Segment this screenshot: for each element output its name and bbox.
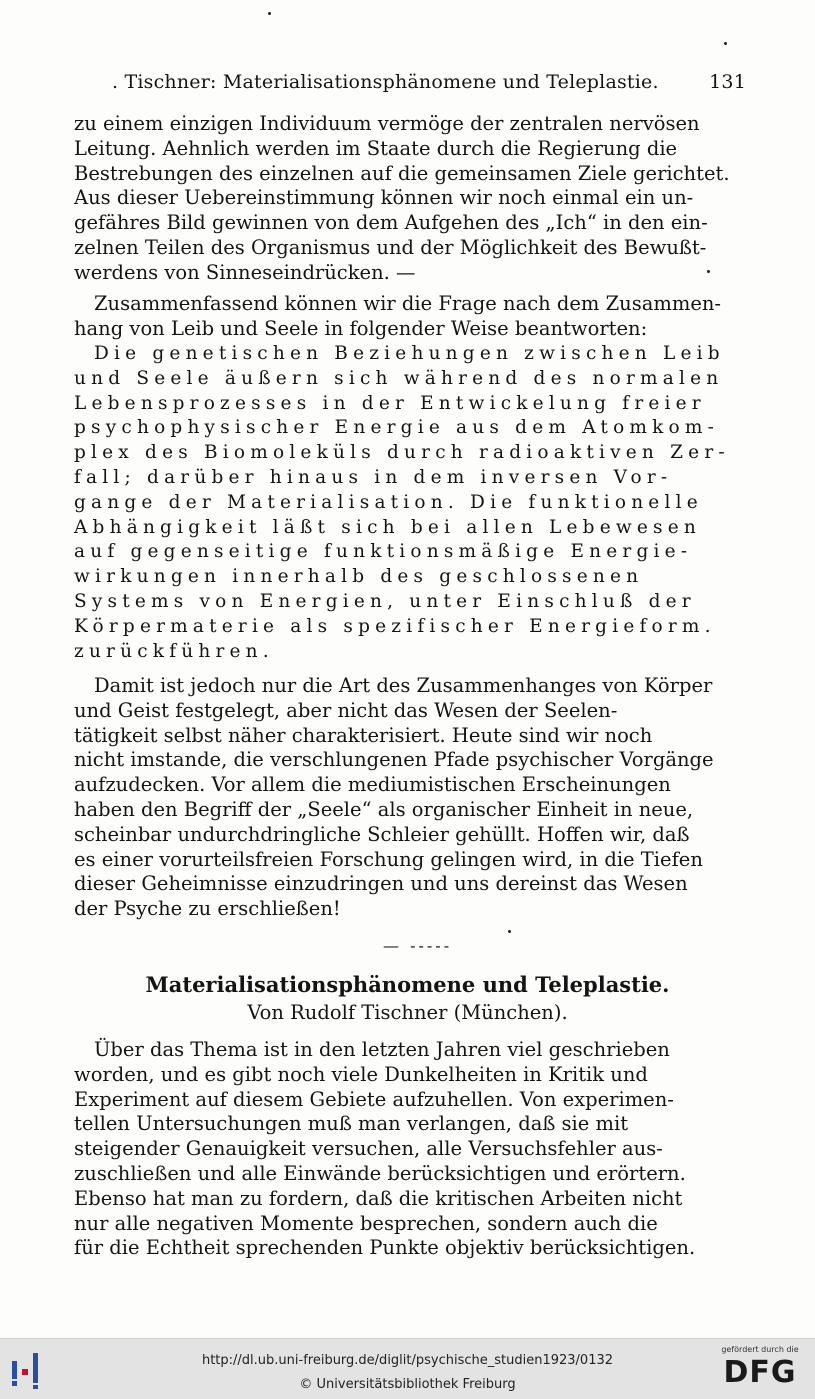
paragraph-1 — [74, 112, 754, 286]
permalink-url[interactable]: http://dl.ub.uni-freiburg.de/diglit/psychische_studien1923/0132 — [201, 1353, 614, 1368]
text-line: tätigkeit selbst näher charakterisiert. Heute sind wir noch — [74, 723, 653, 747]
paragraph-4 — [74, 674, 754, 922]
running-head-title: . Tischner: Materialisationsphänomene und Teleplastie. — [112, 71, 659, 93]
text-line: zuschließen und alle Einwände berücksichtigen und erörtern. — [74, 1161, 686, 1185]
text-line: worden, und es gibt noch viele Dunkelheiten in Kritik und — [74, 1062, 648, 1086]
scan-speck — [508, 930, 511, 933]
page-number: 131 — [709, 71, 746, 93]
text-line: Damit ist jedoch nur die Art des Zusammenhanges von Körper — [94, 674, 713, 697]
text-line: der Psyche zu erschließen! — [74, 897, 341, 921]
text-line: fall; darüber hinaus in dem inversen Vor- — [74, 466, 673, 488]
article-byline: Von Rudolf Tischner (München). — [247, 1001, 568, 1024]
text-line: tellen Untersuchungen muß man verlangen, daß sie mit — [74, 1112, 629, 1136]
text-line: zu einem einzigen Individuum vermöge der zentralen nervösen — [74, 112, 700, 135]
paragraph-2 — [74, 292, 754, 342]
text-line: werdens von Sinneseindrücken. — — [74, 260, 416, 284]
text-line: Die genetischen Beziehungen zwischen Leib — [94, 343, 725, 364]
text-line: Aus dieser Uebereinstimmung können wir noch einmal ein un- — [74, 186, 694, 210]
text-line: Abhängigkeit läßt sich bei allen Lebewesen — [74, 516, 701, 538]
text-line: es einer vorurteilsfreien Forschung gelingen wird, in die Tiefen — [74, 847, 703, 871]
text-line: Lebensprozesses in der Entwickelung freier — [74, 392, 706, 414]
viewer-footer — [0, 1338, 815, 1399]
text-line: gefähres Bild gewinnen von dem Aufgehen des „Ich“ in den ein- — [74, 211, 708, 235]
text-line: aufzudecken. Vor allem die mediumistischen Erscheinungen — [74, 773, 671, 797]
text-line: auf gegenseitige funktionsmäßige Energie- — [74, 541, 693, 563]
text-line: haben den Begriff der „Seele“ als organischer Einheit in neue, — [74, 797, 694, 821]
dfg-logo[interactable] — [715, 1345, 805, 1395]
text-line: nur alle negativen Momente besprechen, sondern auch die — [74, 1211, 658, 1235]
text-line: für die Echtheit sprechenden Punkte objektiv berücksichtigen. — [74, 1236, 696, 1260]
text-line: Ebenso hat man zu fordern, daß die kritischen Arbeiten nicht — [74, 1186, 683, 1210]
text-line: steigender Genauigkeit versuchen, alle Versuchsfehler aus- — [74, 1137, 663, 1161]
text-line: Körpermaterie als spezifischer Energieform. — [74, 615, 716, 637]
text-line: Leitung. Aehnlich werden im Staate durch die Regierung die — [74, 136, 678, 160]
text-line: zurückführen. — [74, 640, 274, 662]
text-line: Bestrebungen des einzelnen auf die gemeinsamen Ziele gerichtet. — [74, 161, 730, 185]
dfg-wordmark: DFG — [723, 1355, 797, 1390]
copyright-notice: © Universitätsbibliothek Freiburg — [299, 1377, 516, 1392]
text-line: Zusammenfassend können wir die Frage nach dem Zusammen- — [94, 292, 722, 315]
text-line: und Geist festgelegt, aber nicht das Wesen der Seelen- — [74, 698, 618, 722]
text-line: Experiment auf diesem Gebiete aufzuhellen. Von experimen- — [74, 1087, 674, 1111]
text-line: Systems von Energien, unter Einschluß der — [74, 590, 696, 612]
section-separator: — ----- — [383, 936, 453, 955]
article-body — [74, 1038, 754, 1261]
text-line: psychophysischer Energie aus dem Atomkom- — [74, 417, 720, 439]
text-line: nicht imstande, die verschlungenen Pfade psychischer Vorgänge — [74, 748, 714, 772]
text-line: scheinbar undurchdringliche Schleier gehüllt. Hoffen wir, daß — [74, 822, 690, 846]
text-line: Über das Thema ist in den letzten Jahren viel geschrieben — [94, 1038, 670, 1061]
text-line: hang von Leib und Seele in folgender Weise beantworten: — [74, 316, 648, 340]
text-line: zelnen Teilen des Organismus und der Möglichkeit des Bewußt- — [74, 235, 707, 259]
text-line: wirkungen innerhalb des geschlossenen — [74, 566, 644, 588]
scan-speck — [724, 42, 727, 45]
scan-speck — [268, 12, 271, 15]
text-line: und Seele äußern sich während des normalen — [74, 367, 724, 389]
text-line: dieser Geheimnisse einzudringen und uns dereinst das Wesen — [74, 872, 688, 896]
running-head — [112, 70, 752, 94]
article-title: Materialisationsphänomene und Teleplastie. — [145, 972, 670, 997]
paragraph-3-thesis — [74, 342, 754, 664]
dfg-tagline: gefördert durch die — [721, 1345, 799, 1354]
text-line: plex des Biomoleküls durch radioaktiven Zer- — [74, 442, 730, 464]
text-line: gange der Materialisation. Die funktionelle — [74, 491, 703, 513]
